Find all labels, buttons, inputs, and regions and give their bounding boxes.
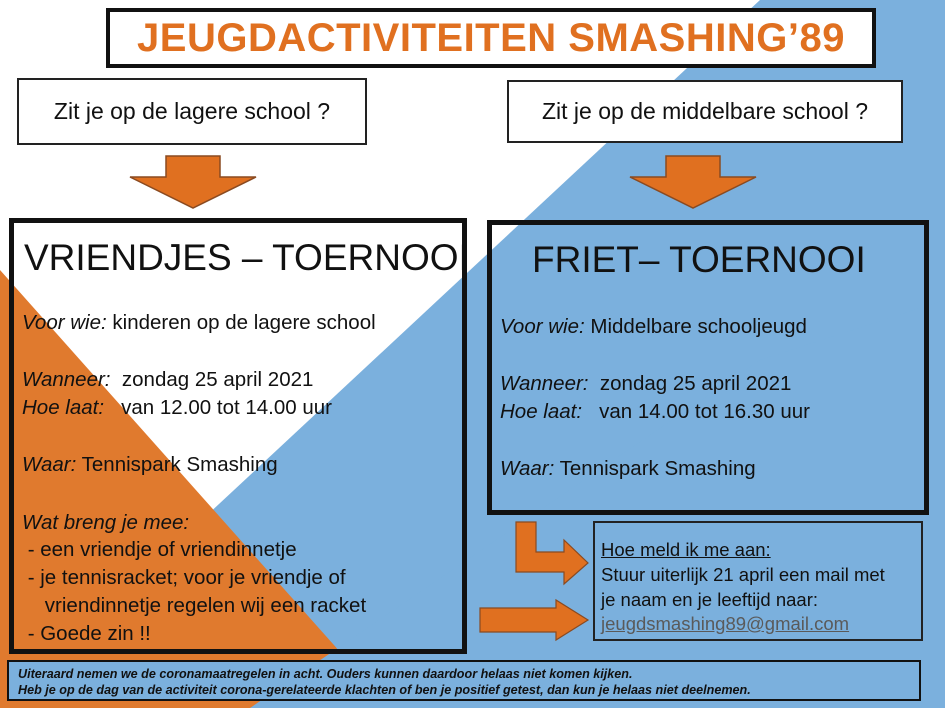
signup-heading: Hoe meld ik me aan: bbox=[601, 539, 771, 560]
arrow-down-left-icon bbox=[128, 155, 258, 210]
footer-notice bbox=[7, 660, 921, 701]
card-vriendjes-toernooi bbox=[9, 218, 467, 654]
page-title: JEUGDACTIVITEITEN SMASHING’89 bbox=[106, 8, 876, 68]
hoe-laat-row: Hoe laat: van 12.00 tot 14.00 uur bbox=[22, 396, 333, 419]
card-heading: VRIENDJES – TOERNOOI bbox=[24, 237, 469, 278]
signup-line: Stuur uiterlijk 21 april een mail met bbox=[601, 564, 885, 585]
list-item: vriendinnetje regelen wij een racket bbox=[22, 594, 367, 617]
signup-line: je naam en je leeftijd naar: bbox=[601, 589, 818, 610]
wanneer-row: Wanneer: zondag 25 april 2021 bbox=[22, 368, 314, 391]
voor-wie-row: Voor wie: kinderen op de lagere school bbox=[22, 311, 376, 334]
signup-box bbox=[593, 521, 923, 641]
arrow-bent-right-icon bbox=[514, 520, 590, 586]
hoe-laat-row: Hoe laat: van 14.00 tot 16.30 uur bbox=[500, 400, 811, 423]
mee-heading: Wat breng je mee: bbox=[22, 511, 190, 534]
question-primary-school: Zit je op de lagere school ? bbox=[17, 78, 367, 145]
footer-line: Heb je op de dag van de activiteit corona-gerelateerde klachten of ben je positief getest, dan kun je helaas niet deelnemen. bbox=[18, 683, 751, 697]
list-item: - een vriendje of vriendinnetje bbox=[22, 538, 297, 561]
card-heading: FRIET– TOERNOOI bbox=[532, 239, 866, 280]
email-link[interactable]: jeugdsmashing89@gmail.com bbox=[601, 613, 850, 634]
footer-line: Uiteraard nemen we de coronamaatregelen in acht. Ouders kunnen daardoor helaas niet komen kijken. bbox=[18, 667, 633, 681]
wanneer-row: Wanneer: zondag 25 april 2021 bbox=[500, 372, 792, 395]
arrow-right-icon bbox=[478, 598, 590, 642]
question-secondary-school: Zit je op de middelbare school ? bbox=[507, 80, 903, 143]
arrow-down-right-icon bbox=[628, 155, 758, 210]
list-item: - je tennisracket; voor je vriendje of bbox=[22, 566, 346, 589]
list-item: - Goede zin !! bbox=[22, 622, 151, 645]
waar-row: Waar: Tennispark Smashing bbox=[500, 457, 756, 480]
voor-wie-row: Voor wie: Middelbare schooljeugd bbox=[500, 315, 807, 338]
card-friet-toernooi bbox=[487, 220, 929, 515]
waar-row: Waar: Tennispark Smashing bbox=[22, 453, 278, 476]
